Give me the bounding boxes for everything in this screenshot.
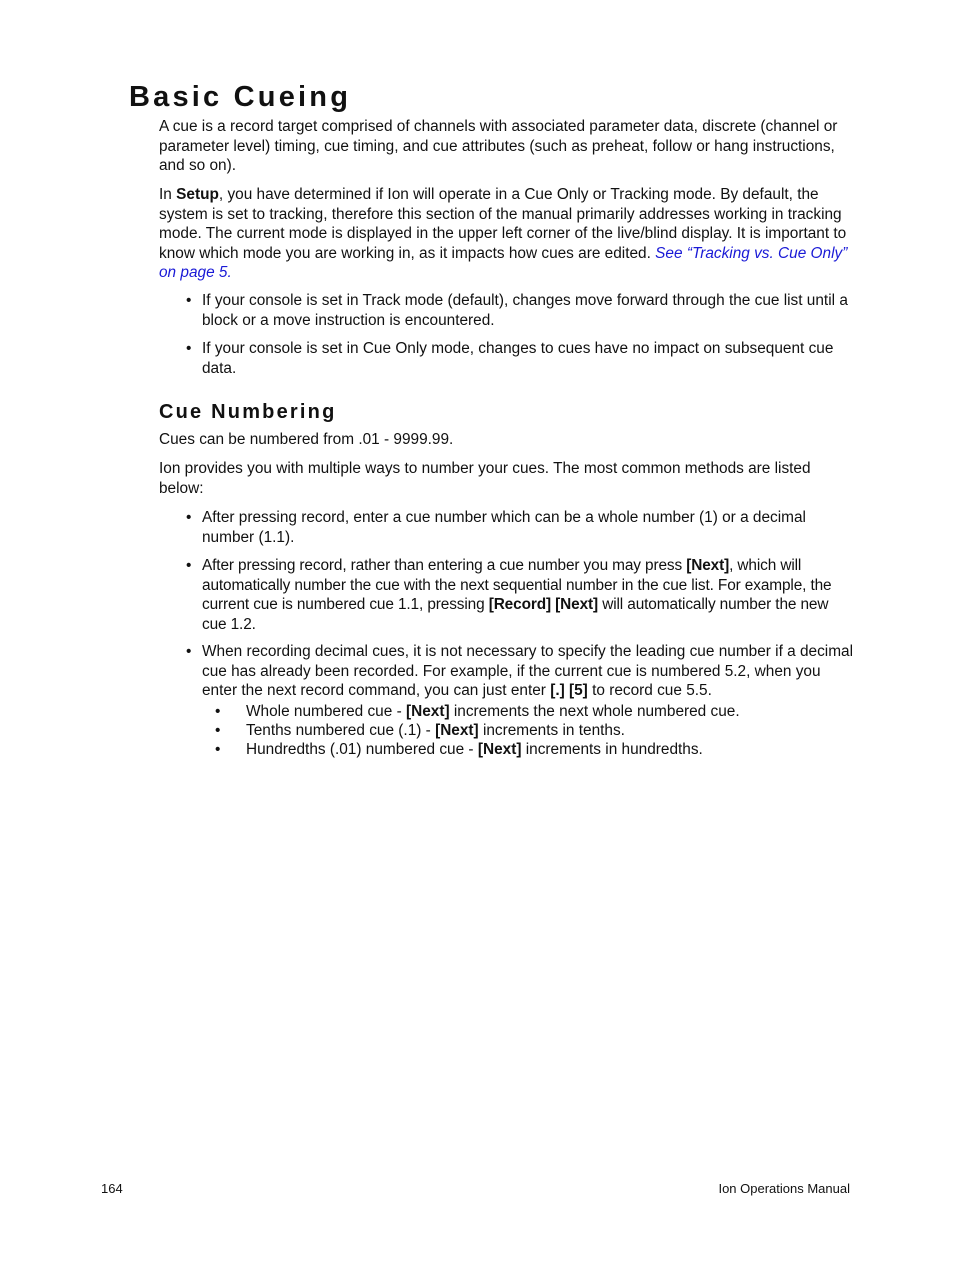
sub-bullet-marker: •: [215, 741, 221, 758]
section-title: Cue Numbering: [159, 401, 337, 423]
sub-bullet-hundredths: [246, 740, 853, 760]
sub-bullet-text: increments in tenths.: [478, 722, 625, 739]
numbering-bullet-next: [202, 556, 854, 634]
bullet-marker: •: [186, 340, 192, 357]
sub-bullet-tenths: [246, 721, 853, 741]
bullet-text: , which will automatically number the cue with the next sequential number in the cue list. For example, the current cue is numbered cue 1.1, pressing: [202, 557, 832, 613]
key-next: [Next]: [435, 722, 479, 739]
sub-bullet-text: Tenths numbered cue (.1) -: [246, 722, 436, 739]
key-next: [Next]: [477, 741, 522, 758]
setup-text-pre: In: [159, 186, 177, 203]
numbering-bullet-decimal: [202, 642, 853, 701]
range-paragraph: Cues can be numbered from .01 - 9999.99.: [159, 431, 454, 448]
bullet-text: When recording decimal cues, it is not necessary to specify the leading cue number if a decimal cue has already been recorded. For example, if the current cue is numbered 5.2, when you enter the next record command, you can just enter: [202, 643, 854, 699]
bullet-marker: •: [186, 557, 192, 574]
bullet-text: to record cue 5.5.: [587, 682, 712, 699]
intro-paragraph: A cue is a record target comprised of channels with associated parameter data, discrete (channel or parameter level) timing, cue timing, and cue attributes (such as preheat, follow or hang instructions, and so on).: [159, 118, 838, 174]
key-next: [Next]: [686, 557, 730, 574]
sub-bullet-marker: •: [215, 722, 221, 739]
cross-reference-link[interactable]: See “Tracking vs. Cue Only” on page 5.: [159, 244, 848, 281]
sub-bullet-whole: [246, 702, 853, 722]
sub-bullet-text: increments the next whole numbered cue.: [449, 703, 740, 720]
bullet-text: will automatically number the new cue 1.2.: [202, 596, 829, 633]
numbering-bullet-record: After pressing record, enter a cue number which can be a whole number (1) or a decimal number (1.1).: [202, 509, 806, 546]
setup-paragraph: [159, 185, 853, 283]
page-title: Basic Cueing: [129, 81, 352, 113]
sub-bullet-text: Whole numbered cue -: [246, 703, 406, 720]
key-next: [Next]: [405, 703, 450, 720]
bullet-text: After pressing record, rather than entering a cue number you may press: [202, 557, 687, 574]
page-number: 164: [101, 1181, 123, 1196]
setup-keyword: Setup: [176, 186, 219, 203]
setup-text-post: , you have determined if Ion will operate in a Cue Only or Tracking mode. By default, the system is set to tracking, therefore this section of the manual primarily addresses working in tracking mode. The current mode is displayed in the upper left corner of the live/blind display. It is important to know which mode you are working in, as it impacts how cues are edited.: [159, 186, 847, 262]
key-record-next: [Record] [Next]: [488, 596, 599, 613]
bullet-marker: •: [186, 292, 192, 309]
methods-paragraph: Ion provides you with multiple ways to number your cues. The most common methods are listed below:: [159, 460, 811, 497]
bullet-marker: •: [186, 643, 192, 660]
sub-bullet-text: Hundredths (.01) numbered cue -: [246, 741, 478, 758]
sub-bullet-text: increments in hundredths.: [521, 741, 703, 758]
track-mode-bullet: If your console is set in Track mode (default), changes move forward through the cue list until a block or a move instruction is encountered.: [202, 292, 848, 329]
manual-name: Ion Operations Manual: [718, 1181, 850, 1196]
bullet-marker: •: [186, 509, 192, 526]
key-decimal-five: [.] [5]: [550, 682, 588, 699]
sub-bullet-marker: •: [215, 703, 221, 720]
cue-only-mode-bullet: If your console is set in Cue Only mode, changes to cues have no impact on subsequent cue data.: [202, 340, 834, 377]
